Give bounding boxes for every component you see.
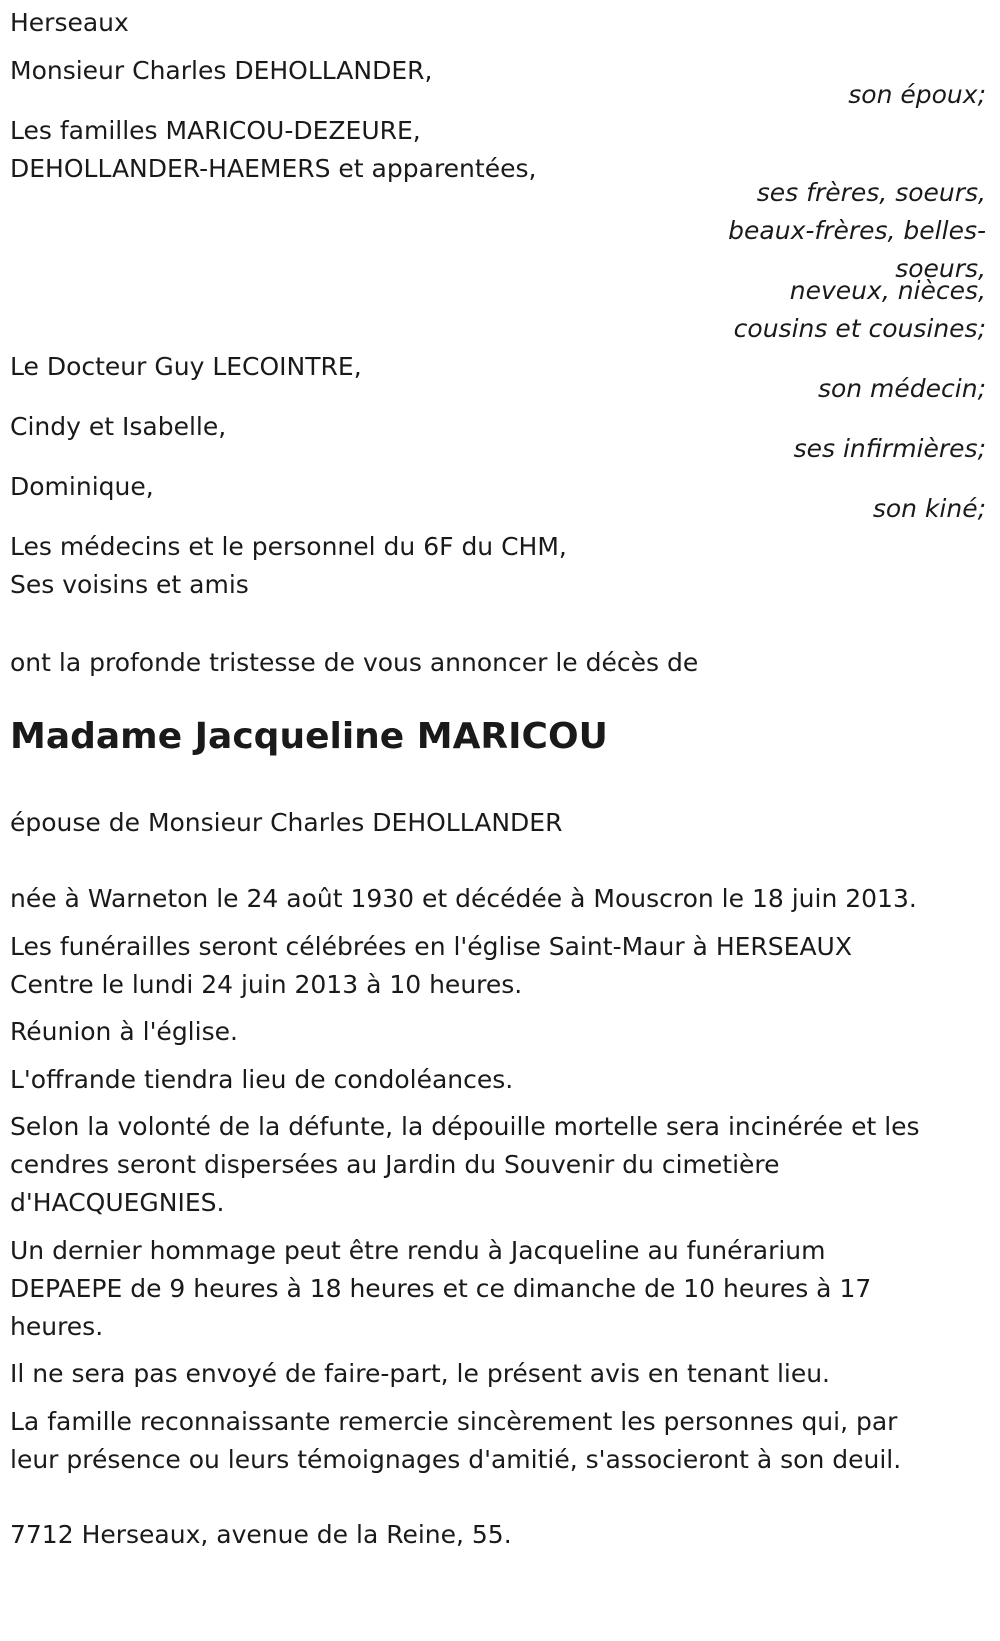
no-notice-line: Il ne sera pas envoyé de faire-part, le présent avis en tenant lieu. bbox=[10, 1359, 831, 1388]
relation-nurses: ses infirmières; bbox=[793, 434, 986, 463]
birth-death-line: née à Warneton le 24 août 1930 et décédée à Mouscron le 18 juin 2013. bbox=[10, 884, 917, 913]
relation-spouse: son époux; bbox=[848, 80, 986, 109]
homage-line-1: Un dernier hommage peut être rendu à Jacqueline au funérarium bbox=[10, 1236, 826, 1265]
relation-families-line-3: soeurs, bbox=[895, 254, 986, 283]
cremation-line-3: d'HACQUEGNIES. bbox=[10, 1188, 225, 1217]
funeral-line-2: Centre le lundi 24 juin 2013 à 10 heures. bbox=[10, 970, 523, 999]
spouse-line: épouse de Monsieur Charles DEHOLLANDER bbox=[10, 808, 563, 837]
relation-families-line-4: neveux, nièces, bbox=[789, 276, 986, 305]
homage-line-2: DEPAEPE de 9 heures à 18 heures et ce dimanche de 10 heures à 17 bbox=[10, 1274, 872, 1303]
thanks-line-2: leur présence ou leurs témoignages d'amitié, s'associeront à son deuil. bbox=[10, 1445, 902, 1474]
mourner-staff-line-1: Les médecins et le personnel du 6F du CHM, bbox=[10, 532, 567, 561]
meeting-line: Réunion à l'église. bbox=[10, 1017, 238, 1046]
mourner-doctor: Le Docteur Guy LECOINTRE, bbox=[10, 352, 362, 381]
announcement-text: ont la profonde tristesse de vous annoncer le décès de bbox=[10, 648, 699, 677]
address: 7712 Herseaux, avenue de la Reine, 55. bbox=[10, 1520, 512, 1549]
mourner-families-line-2: DEHOLLANDER-HAEMERS et apparentées, bbox=[10, 154, 537, 183]
relation-doctor: son médecin; bbox=[817, 374, 986, 403]
mourner-physio: Dominique, bbox=[10, 472, 154, 501]
mourner-spouse: Monsieur Charles DEHOLLANDER, bbox=[10, 56, 433, 85]
funeral-line-1: Les funérailles seront célébrées en l'église Saint-Maur à HERSEAUX bbox=[10, 932, 852, 961]
place-heading: Herseaux bbox=[10, 8, 129, 37]
relation-physio: son kiné; bbox=[872, 494, 986, 523]
mourner-staff-line-2: Ses voisins et amis bbox=[10, 570, 249, 599]
deceased-name: Madame Jacqueline MARICOU bbox=[10, 716, 608, 757]
cremation-line-2: cendres seront dispersées au Jardin du Souvenir du cimetière bbox=[10, 1150, 780, 1179]
mourner-nurses: Cindy et Isabelle, bbox=[10, 412, 227, 441]
relation-families-line-1: ses frères, soeurs, bbox=[756, 178, 986, 207]
thanks-line-1: La famille reconnaissante remercie sincèrement les personnes qui, par bbox=[10, 1407, 898, 1436]
relation-families-line-2: beaux-frères, belles- bbox=[728, 216, 986, 245]
offering-line: L'offrande tiendra lieu de condoléances. bbox=[10, 1065, 514, 1094]
mourner-families-line-1: Les familles MARICOU-DEZEURE, bbox=[10, 116, 421, 145]
cremation-line-1: Selon la volonté de la défunte, la dépouille mortelle sera incinérée et les bbox=[10, 1112, 920, 1141]
relation-families-line-5: cousins et cousines; bbox=[733, 314, 986, 343]
homage-line-3: heures. bbox=[10, 1312, 104, 1341]
